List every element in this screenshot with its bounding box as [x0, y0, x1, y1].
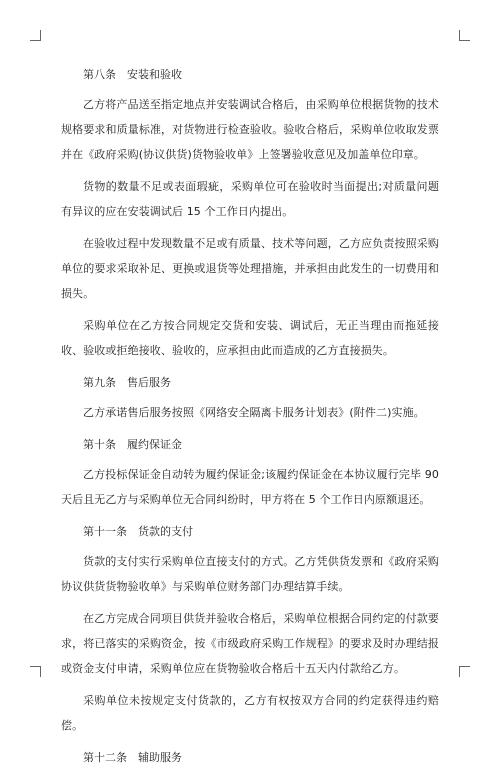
paragraph: 在乙方完成合同项目供货并验收合格后，采购单位根据合同约定的付款要求，将已落实的采购资金，按《市级政府采购工作规程》的要求及时办理结报或资金支付申请，采购单位应在货物验收合格后十五天内付款给乙方。 — [61, 612, 439, 675]
paragraph: 货款的支付实行采购单位直接支付的方式。乙方凭供货发票和《政府采购协议供货货物验收单》与采购单位财务部门办理结算手续。 — [61, 555, 439, 593]
paragraph: 乙方承诺售后服务按照《网络安全隔离卡服务计划表》(附件二)实施。 — [83, 406, 425, 419]
paragraph: 在验收过程中发现数量不足或有质量、技术等问题，乙方应负责按照采购单位的要求采取补足、更换或退货等处理措施，并承担由此发生的一切费用和损失。 — [61, 237, 439, 300]
section-heading-11: 第十一条 货款的支付 — [83, 525, 193, 538]
section-heading-8: 第八条 安装和验收 — [83, 68, 182, 81]
paragraph: 乙方将产品送至指定地点并安装调试合格后，由采购单位根据货物的技术规格要求和质量标准，对货物进行检查验收。验收合格后，采购单位收取发票并在《政府采购(协议供货)货物验收单》上签署验收意见及加盖单位印章。 — [61, 98, 439, 161]
paragraph: 货物的数量不足或表面瑕疵，采购单位可在验收时当面提出;对质量问题有异议的应在安装调试后 15 个工作日内提出。 — [61, 180, 439, 218]
crop-mark-bottom-left — [30, 666, 41, 677]
section-heading-9: 第九条 售后服务 — [83, 376, 171, 389]
crop-mark-top-left — [30, 30, 41, 41]
paragraph: 采购单位在乙方按合同规定交货和安装、调试后，无正当理由而拖延接收、验收或拒绝接收、验收的，应承担由此而造成的乙方直接损失。 — [61, 319, 439, 357]
crop-mark-top-right — [459, 30, 470, 41]
document-body — [61, 62, 439, 775]
section-heading-12: 第十二条 辅助服务 — [83, 751, 182, 764]
paragraph: 乙方投标保证金自动转为履约保证金;该履约保证金在本协议履行完毕 90 天后且无乙方与采购单位无合同纠纷时，甲方将在 5 个工作日内原额退还。 — [61, 468, 439, 506]
paragraph: 采购单位未按规定支付货款的，乙方有权按双方合同的约定获得违约赔偿。 — [61, 694, 439, 732]
crop-mark-bottom-right — [459, 666, 470, 677]
section-heading-10: 第十条 履约保证金 — [83, 438, 182, 451]
